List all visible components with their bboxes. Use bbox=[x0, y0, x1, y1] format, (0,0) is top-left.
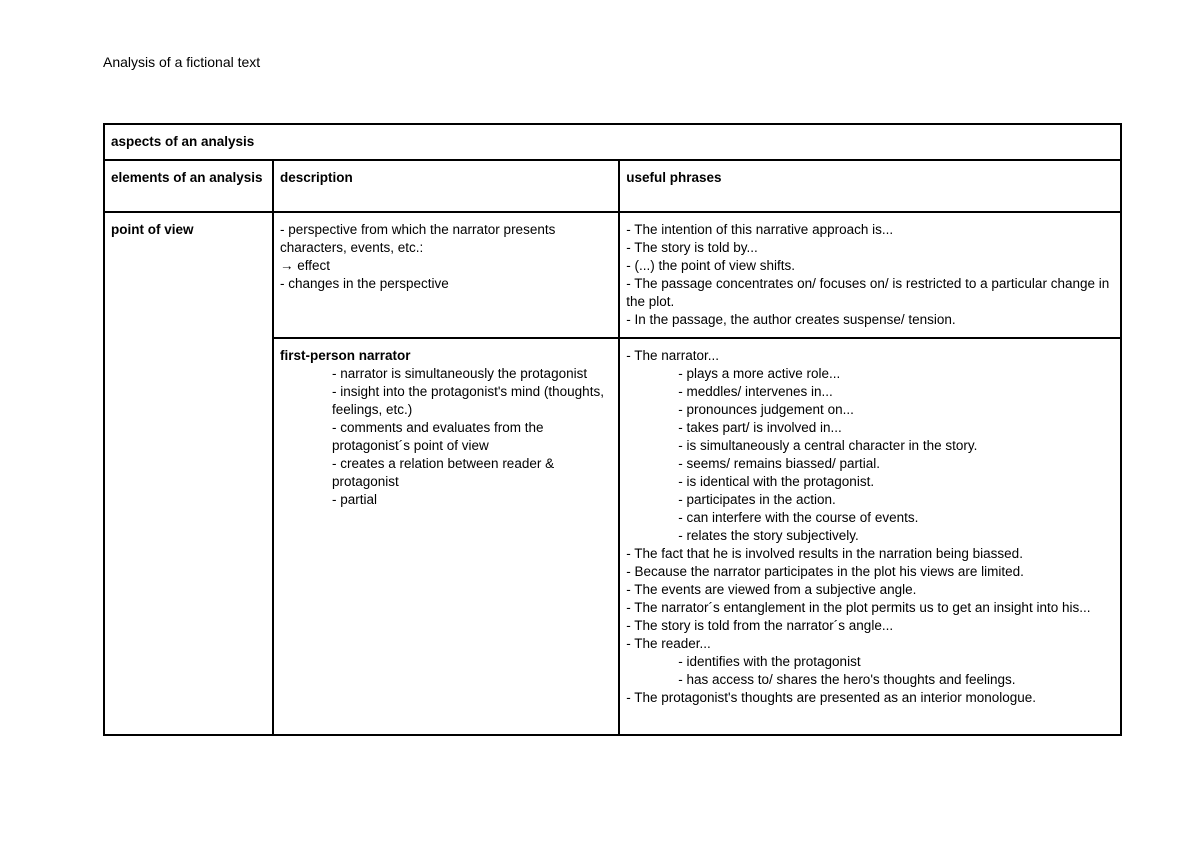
phrases-point-of-view bbox=[619, 212, 1121, 338]
description-line: - partial bbox=[331, 492, 377, 507]
phrase-subitem: - is identical with the protagonist. bbox=[678, 474, 875, 489]
phrase-line: - The events are viewed from a subjective angle. bbox=[626, 582, 917, 597]
phrase-line: - The reader... bbox=[626, 636, 711, 651]
phrase-subitem: - participates in the action. bbox=[678, 492, 836, 507]
table-header-cell: aspects of an analysis bbox=[104, 124, 1121, 160]
phrase-subitem: - pronounces judgement on... bbox=[678, 402, 854, 417]
first-person-heading: first-person narrator bbox=[279, 348, 411, 363]
phrase-subitem: - has access to/ shares the hero's thoughts and feelings. bbox=[678, 672, 1016, 687]
phrase-line: - The story is told by... bbox=[626, 240, 758, 255]
phrase-subitem: - meddles/ intervenes in... bbox=[678, 384, 833, 399]
phrase-line: - The passage concentrates on/ focuses on/ is restricted to a particular change in the plot. bbox=[626, 276, 1110, 309]
document-title: Analysis of a fictional text bbox=[103, 54, 261, 70]
description-first-person bbox=[273, 338, 619, 735]
column-headings-row bbox=[104, 160, 1121, 212]
phrase-line: - The intention of this narrative approach is... bbox=[626, 222, 894, 237]
phrase-line: - Because the narrator participates in the plot his views are limited. bbox=[626, 564, 1024, 579]
phrase-subitem: - seems/ remains biassed/ partial. bbox=[678, 456, 881, 471]
element-point-of-view: point of view bbox=[104, 212, 273, 735]
phrase-subitem: - plays a more active role... bbox=[678, 366, 841, 381]
phrase-subitem: - identifies with the protagonist bbox=[678, 654, 861, 669]
phrase-line: - (...) the point of view shifts. bbox=[626, 258, 796, 273]
phrase-subitem: - can interfere with the course of events. bbox=[678, 510, 919, 525]
phrase-line: - The narrator´s entanglement in the plot permits us to get an insight into his... bbox=[626, 600, 1091, 615]
phrase-line: - The narrator... bbox=[626, 348, 720, 363]
table-row-point-of-view bbox=[104, 212, 1121, 338]
description-line: - insight into the protagonist's mind (thoughts, feelings, etc.) bbox=[331, 384, 604, 417]
table-header-row bbox=[104, 124, 1121, 160]
column-heading-description: description bbox=[273, 160, 619, 212]
description-line: - narrator is simultaneously the protagonist bbox=[331, 366, 588, 381]
phrase-subitem: - relates the story subjectively. bbox=[678, 528, 859, 543]
description-line: - comments and evaluates from the protagonist´s point of view bbox=[331, 420, 544, 453]
column-heading-elements: elements of an analysis bbox=[104, 160, 273, 212]
column-heading-phrases: useful phrases bbox=[619, 160, 1121, 212]
phrase-subitem: - takes part/ is involved in... bbox=[678, 420, 842, 435]
description-line: - perspective from which the narrator presents characters, events, etc.: bbox=[279, 222, 556, 255]
phrase-line: - The protagonist's thoughts are presented as an interior monologue. bbox=[626, 690, 1037, 705]
description-line: - creates a relation between reader & protagonist bbox=[331, 456, 555, 489]
analysis-table bbox=[103, 123, 1122, 736]
description-line: - changes in the perspective bbox=[279, 276, 449, 291]
phrase-line: - In the passage, the author creates suspense/ tension. bbox=[626, 312, 956, 327]
phrase-line: - The fact that he is involved results in the narration being biassed. bbox=[626, 546, 1023, 561]
phrases-first-person bbox=[619, 338, 1121, 735]
description-line: → effect bbox=[279, 258, 330, 273]
phrase-subitem: - is simultaneously a central character in the story. bbox=[678, 438, 978, 453]
phrase-line: - The story is told from the narrator´s angle... bbox=[626, 618, 894, 633]
description-point-of-view bbox=[273, 212, 619, 338]
